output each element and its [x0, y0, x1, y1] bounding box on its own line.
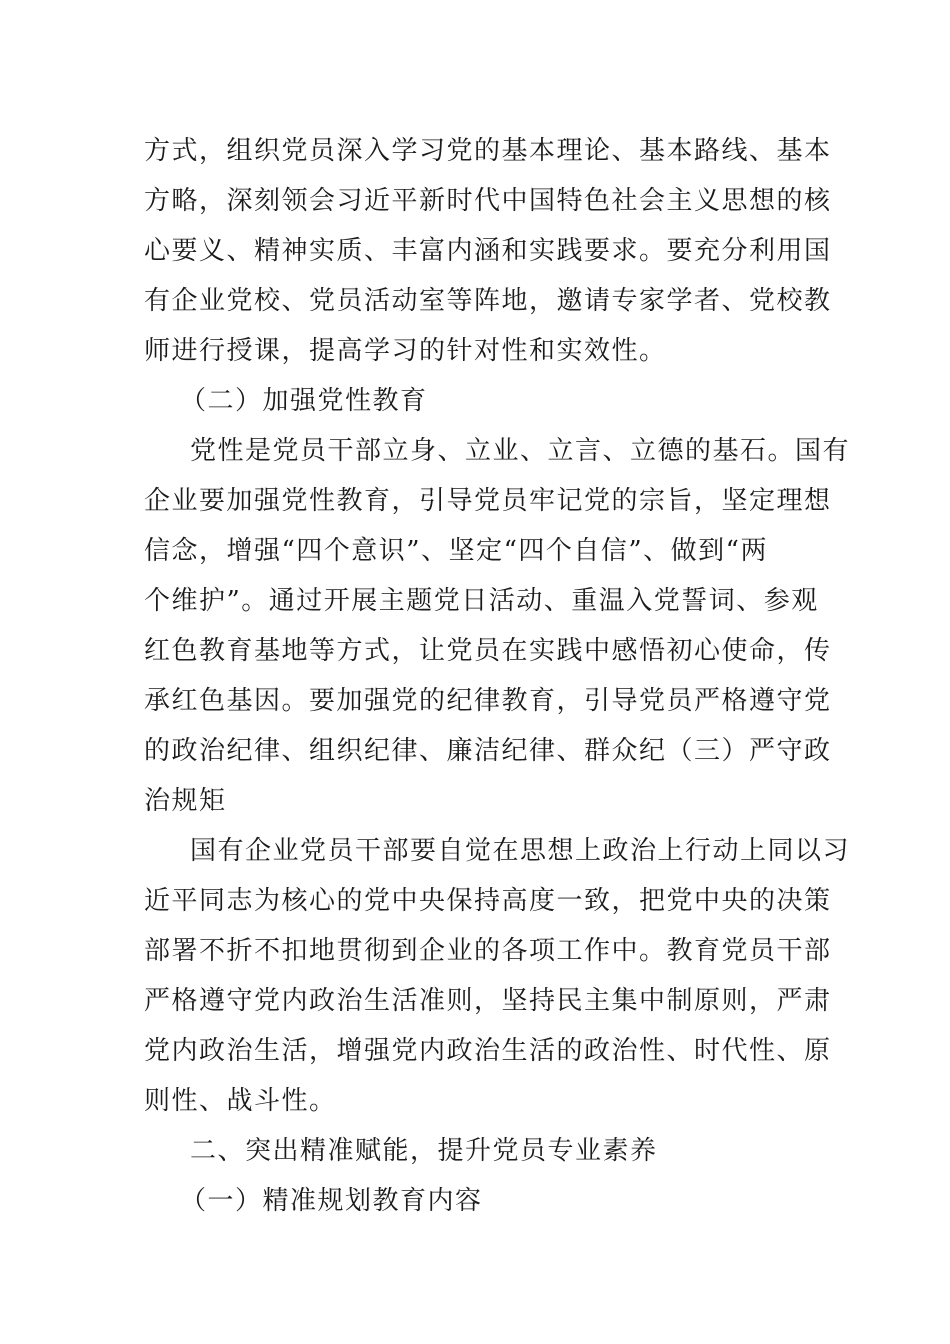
- paragraph-line: 则性、战斗性。: [144, 1086, 337, 1116]
- paragraph-line: 承红色基因。要加强党的纪律教育，引导党员严格遵守党: [144, 686, 832, 716]
- paragraph-line: 个维护”。通过开展主题党日活动、重温入党誓词、参观: [144, 586, 819, 616]
- paragraph-line: 心要义、精神实质、丰富内涵和实践要求。要充分利用国: [144, 236, 832, 266]
- paragraph-line: 有企业党校、党员活动室等阵地，邀请专家学者、党校教: [144, 286, 832, 316]
- paragraph-line: 方略，深刻领会习近平新时代中国特色社会主义思想的核: [144, 186, 832, 216]
- paragraph-line: 部署不折不扣地贯彻到企业的各项工作中。教育党员干部: [144, 936, 832, 966]
- paragraph-line: 的政治纪律、组织纪律、廉洁纪律、群众纪（三）严守政: [144, 736, 832, 766]
- paragraph-line: 党性是党员干部立身、立业、立言、立德的基石。国有: [190, 436, 851, 466]
- paragraph-line: 近平同志为核心的党中央保持高度一致，把党中央的决策: [144, 886, 832, 916]
- section-heading: （二）加强党性教育: [180, 386, 428, 416]
- paragraph-line: 严格遵守党内政治生活准则，坚持民主集中制原则，严肃: [144, 986, 832, 1016]
- paragraph-line: 国有企业党员干部要自觉在思想上政治上行动上同以习: [190, 836, 851, 866]
- paragraph-line: 师进行授课，提高学习的针对性和实效性。: [144, 336, 667, 366]
- paragraph-line: 治规矩: [144, 786, 227, 816]
- paragraph-line: 红色教育基地等方式，让党员在实践中感悟初心使命，传: [144, 636, 832, 666]
- paragraph-line: 党内政治生活，增强党内政治生活的政治性、时代性、原: [144, 1036, 832, 1066]
- paragraph-line: 信念，增强“四个意识”、坚定“四个自信”、做到“两: [144, 536, 768, 566]
- section-heading: 二、突出精准赋能，提升党员专业素养: [190, 1136, 658, 1166]
- paragraph-line: 企业要加强党性教育，引导党员牢记党的宗旨，坚定理想: [144, 486, 832, 516]
- subsection-heading: （一）精准规划教育内容: [180, 1186, 483, 1216]
- paragraph-line: 方式，组织党员深入学习党的基本理论、基本路线、基本: [144, 136, 832, 166]
